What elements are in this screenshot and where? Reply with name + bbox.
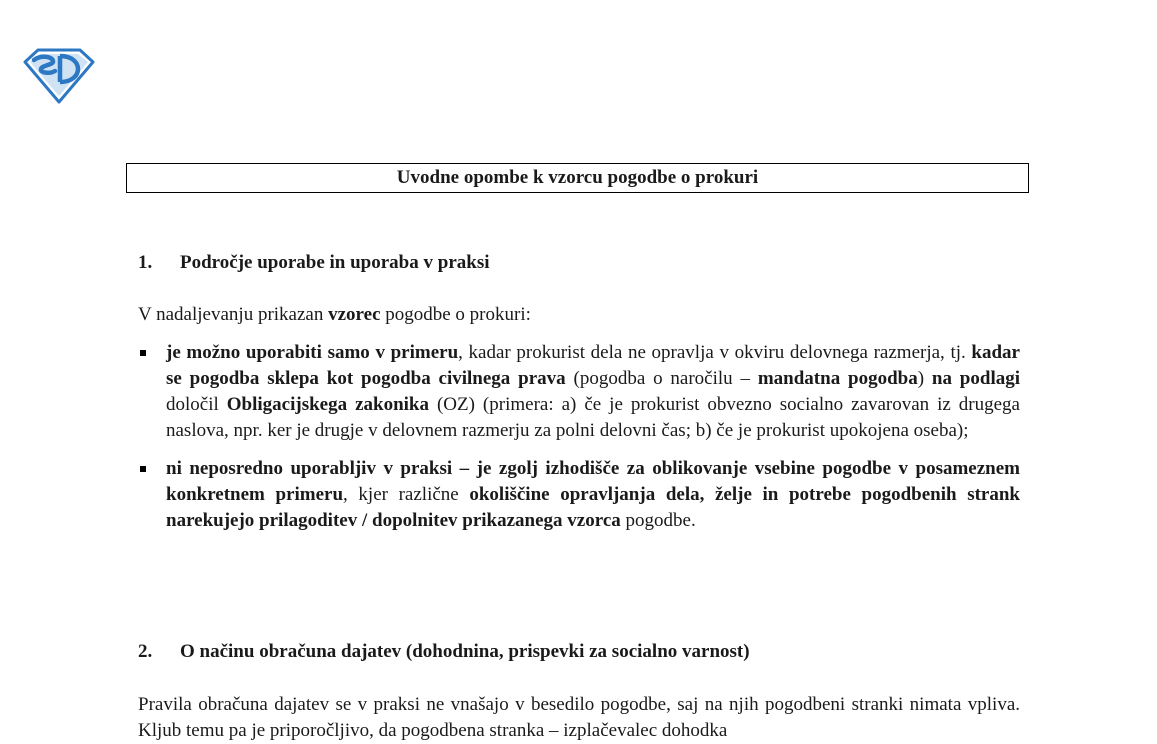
bold-text: je možno uporabiti samo v primeru: [166, 342, 459, 363]
company-logo: [22, 46, 96, 104]
text: (OZ) (primera: a) če je prokurist obvezno socialno zavarovan iz drugega naslova, npr. ker je drugje v delovnem razmerju za polni delovni čas; b) če je prokurist upokojena oseba);: [166, 394, 1020, 441]
text: V nadaljevanju prikazan: [138, 304, 329, 325]
section-1-bullet-list: [138, 340, 1020, 546]
text: pogodbe.: [620, 510, 696, 531]
bullet-square-icon: [140, 350, 146, 356]
bold-text: kadar se pogodba sklepa kot pogodba civilnega prava: [166, 342, 1020, 389]
text: ): [917, 368, 932, 389]
text: pogodbe o prokuri:: [380, 304, 531, 325]
section-1-heading: [138, 252, 490, 274]
bullet-item: [138, 456, 1020, 534]
section-1-number: 1.: [138, 252, 153, 273]
text: , kjer različne: [343, 484, 470, 505]
bullet-square-icon: [140, 466, 146, 472]
section-2-heading: [138, 641, 750, 663]
bold-text: Obligacijskega zakonika: [226, 394, 429, 415]
section-2-paragraph: Pravila obračuna dajatev se v praksi ne vnašajo v besedilo pogodbe, saj na njih pogodbeni stranki nimata vpliva. Kljub temu pa je priporočljivo, da pogodbena stranka – izplačevalec dohodka: [138, 694, 1020, 741]
bold-text: ni neposredno uporabljiv v praksi – je zgolj izhodišče za oblikovanje vsebine pogodbe v posameznem konkretnem primeru: [166, 458, 1020, 505]
text: , kadar prokurist dela ne opravlja v okviru delovnega razmerja, tj.: [458, 342, 972, 363]
bold-text: na podlagi: [931, 368, 1020, 389]
bold-text: vzorec: [328, 304, 381, 325]
section-1-intro: [138, 302, 1020, 328]
section-2-number: 2.: [138, 641, 153, 662]
document-title: Uvodne opombe k vzorcu pogodbe o prokuri: [126, 163, 1029, 193]
section-2-title: O načinu obračuna dajatev (dohodnina, prispevki za socialno varnost): [180, 641, 750, 662]
text: določil: [166, 394, 227, 415]
bold-text: mandatna pogodba: [757, 368, 918, 389]
bold-text: okoliščine opravljanja dela, želje in potrebe pogodbenih strank narekujejo prilagoditev / dopolnitev prikazanega vzorca: [166, 484, 1021, 531]
section-1-title: Področje uporabe in uporaba v praksi: [180, 252, 490, 273]
bullet-item: [138, 340, 1020, 444]
text: (pogodba o naročilu –: [565, 368, 758, 389]
